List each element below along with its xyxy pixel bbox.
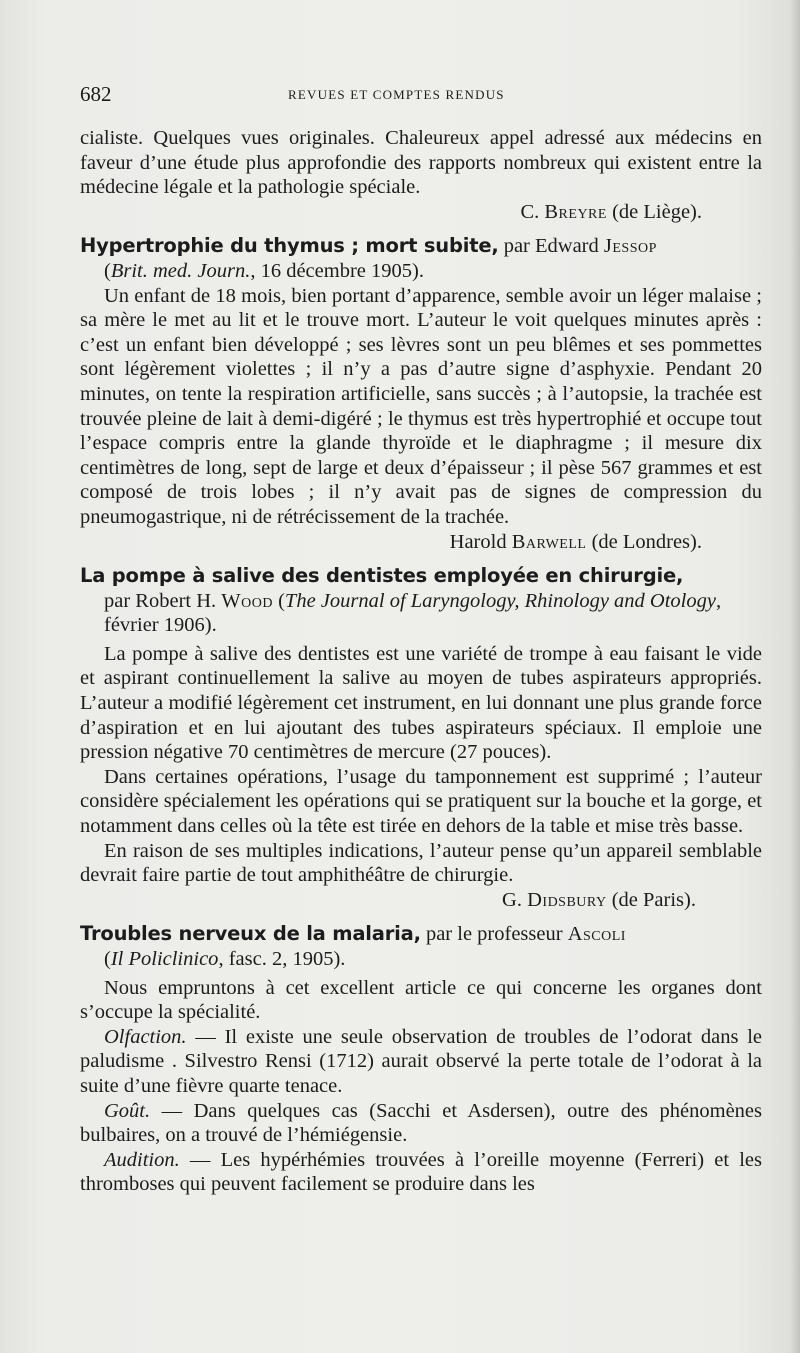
review-3-title: La pompe à salive des dentistes employée en chirurgie, — [80, 564, 684, 588]
signature-place: (de Liège). — [606, 200, 702, 223]
review-2-author-prefix: par Edward — [498, 235, 604, 258]
page-number: 682 — [80, 82, 112, 106]
page-content — [80, 78, 762, 1197]
page-edge-shadow — [790, 0, 800, 1353]
signature-first: Harold — [449, 530, 512, 553]
signature-place: (de Londres). — [586, 530, 702, 553]
review-4-title: Troubles nerveux de la malaria, — [80, 922, 421, 946]
review-3-source — [80, 589, 762, 638]
running-head: REVUES ET COMPTES RENDUS — [288, 87, 505, 102]
signature-name: Breyre — [544, 200, 607, 223]
review-3-author-prefix: par Robert H. — [104, 589, 222, 612]
source-open: ( — [272, 589, 285, 612]
review-4-heading — [80, 922, 762, 971]
subsection-text-olfaction: — Il existe une seule observation de troubles de l’odorat dans le paludisme . Silvestro Rensi (1712) aurait observé la perte totale de l’odorat à la suite d’une fièvre quarte tenace. — [80, 1025, 762, 1097]
signature-place: (de Paris). — [606, 888, 696, 911]
review-2-body: Un enfant de 18 mois, bien portant d’apparence, semble avoir un léger malaise ; sa mère le met au lit et le trouve mort. L’auteur le voit quelques minutes après : c’est un enfant bien développé ; ses lèvres sont un peu blêmes et ses pommettes sont légèrement violettes ; il n’y a pas d’autre signe d’asphyxie. Pendant 20 minutes, on tente la respiration artificielle, sans succès ; à l’autopsie, la trachée est trouvée pleine de lait à demi-digéré ; le thymus est très hypertrophié et occupe tout l’espace compris entre la glande thyroïde et le diaphragme ; il mesure dix centimètres de long, sept de large et deux d’épaisseur ; il pèse 567 grammes et est composé de trois lobes ; il n’y avait pas de signes de compression du pneumogastrique, ni de rétrécissement de la trachée. — [80, 284, 762, 528]
review-3-paragraph-1: La pompe à salive des dentistes est une variété de trompe à eau faisant le vide et aspirant continuellement la salive au moyen de tubes aspirateurs appropriés. L’auteur a modifié légèrement cet instrument, en lui donnant une plus grande force d’aspiration et en lui ajoutant des tubes aspirateurs spéciaux. Il emploie une pression négative 70 centimètres de mercure (27 pouces). — [80, 642, 762, 764]
subsection-label-gout: Goût. — [104, 1099, 151, 1122]
source-open: ( — [104, 948, 111, 970]
review-4-author-prefix: par le professeur — [420, 923, 568, 946]
review-2-title: Hypertrophie du thymus ; mort subite, — [80, 234, 499, 258]
review-4-paragraph-1: Nous empruntons à cet excellent article ce qui concerne les organes dont s’occupe la spécialité. — [80, 976, 762, 1024]
review-3-date: , février 1906). — [104, 589, 722, 637]
review-4-gout — [80, 1099, 762, 1148]
signature-initial: C. — [520, 200, 545, 223]
page-header — [80, 78, 762, 108]
review-4-author: Ascoli — [567, 923, 626, 946]
review-2-source — [80, 259, 762, 284]
review-2-author: Jessop — [603, 235, 657, 258]
review-2-date: , 16 décembre 1905). — [250, 259, 424, 282]
review-2-journal: Brit. med. Journ. — [110, 259, 251, 282]
review-3-paragraph-3: En raison de ses multiples indications, l’auteur pense qu’un appareil semblable devrait faire partie de tout amphithéâtre de chirurgie. — [80, 839, 762, 887]
subsection-label-audition: Audition. — [104, 1148, 180, 1171]
review-3-heading — [80, 564, 762, 638]
source-open: ( — [104, 259, 111, 282]
review-3-paragraph-2: Dans certaines opérations, l’usage du tamponnement est supprimé ; l’auteur considère spécialement les opérations qui se pratiquent sur la bouche et la gorge, et notamment dans celles où la tête est tirée en dehors de la table et mise très basse. — [80, 765, 762, 838]
review-4-date: , fasc. 2, 1905). — [218, 948, 346, 970]
review-2-heading — [80, 234, 762, 283]
signature-initial: G. — [502, 888, 528, 911]
review-1-signature — [80, 200, 762, 225]
review-1-tail: cialiste. Quelques vues originales. Chaleureux appel adressé aux médecins en faveur d’une étude plus approfondie des rapports nombreux qui existent entre la médecine légale et la pathologie spéciale. — [80, 127, 762, 199]
review-2-signature — [80, 530, 762, 555]
review-4-journal: Il Policlinico — [110, 948, 219, 970]
signature-name: Didsbury — [527, 888, 607, 911]
signature-name: Barwell — [511, 530, 587, 553]
review-3-journal: The Journal of Laryngology, Rhinology and Otology — [284, 589, 716, 612]
review-4-olfaction — [80, 1025, 762, 1099]
review-4-source — [80, 947, 762, 972]
review-4-audition — [80, 1148, 762, 1197]
subsection-text-gout: — Dans quelques cas (Sacchi et Asdersen), outre des phénomènes bulbaires, on a trouvé de l’hémiégensie. — [80, 1099, 762, 1147]
subsection-label-olfaction: Olfaction. — [104, 1025, 187, 1048]
review-3-author: Wood — [221, 589, 273, 612]
review-3-signature — [80, 888, 762, 913]
subsection-text-audition: — Les hypérhémies trouvées à l’oreille moyenne (Ferreri) et les thromboses qui peuvent facilement se produire dans les — [80, 1148, 762, 1196]
